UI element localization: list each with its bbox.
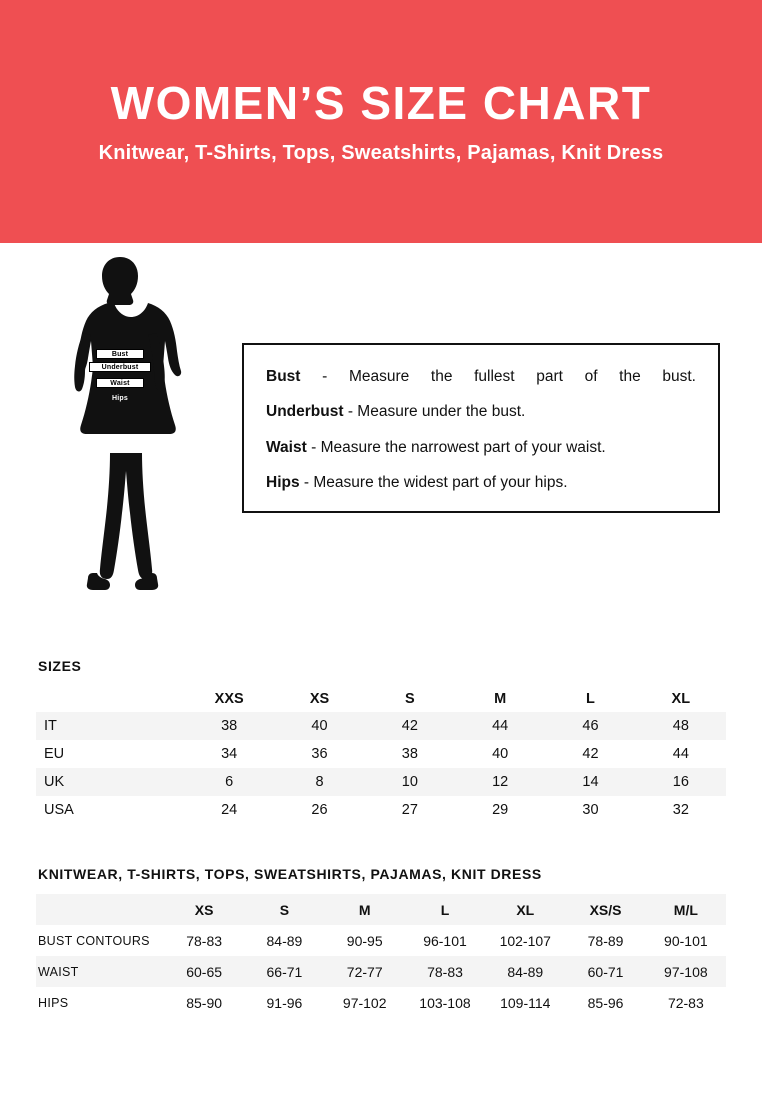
- meas-col-header-1: XS: [194, 901, 214, 918]
- definition-bust: [266, 367, 696, 386]
- definition-text-waist: Measure the narrowest part of your waist.: [320, 438, 606, 456]
- definition-dash-bust: -: [322, 368, 328, 385]
- meas-cell-bust-m: 90-95: [346, 932, 383, 949]
- definition-waist: [266, 438, 696, 457]
- meas-cell-hips-xl: 109-114: [500, 994, 551, 1011]
- meas-cell-hips-xs-s: 85-96: [587, 994, 624, 1011]
- woman-figure-illustration: [34, 255, 224, 635]
- measurements-table: [36, 894, 726, 1018]
- definition-term-hips: Hips: [266, 474, 300, 492]
- meas-row-label-bust-contours: BUST CONTOURS: [38, 933, 150, 948]
- meas-col-header-0: [36, 894, 164, 925]
- sizes-cell-uk-xl: 16: [636, 768, 726, 796]
- sizes-cell-usa-xs: 26: [311, 802, 328, 818]
- sizes-cell-it-xs: 40: [274, 712, 364, 740]
- meas-cell-waist-s: 66-71: [244, 956, 324, 987]
- definition-text-underbust: Measure under the bust.: [357, 403, 526, 421]
- sizes-row-label-uk: UK: [36, 768, 184, 796]
- sizes-table: [36, 686, 726, 824]
- measurements-table-body: [36, 925, 726, 1018]
- meas-cell-waist-l: 78-83: [405, 956, 485, 987]
- sizes-section: [36, 658, 726, 824]
- meas-cell-bust-m-l: 90-101: [664, 932, 708, 949]
- sizes-cell-it-xl: 48: [636, 712, 726, 740]
- sizes-cell-eu-m: 40: [492, 746, 509, 762]
- woman-silhouette-icon: [34, 255, 224, 635]
- meas-cell-bust-l: 96-101: [423, 932, 467, 949]
- table-row: [36, 956, 726, 987]
- table-header-row: [36, 686, 726, 712]
- sizes-cell-it-m: 44: [455, 712, 545, 740]
- sizes-cell-eu-xl: 44: [672, 746, 689, 762]
- meas-cell-waist-m: 72-77: [325, 956, 405, 987]
- meas-col-header-3: M: [358, 901, 371, 918]
- table-row: [36, 796, 726, 824]
- sizes-col-header-3: S: [404, 691, 415, 707]
- sizes-row-label-it: IT: [36, 712, 184, 740]
- sizes-col-header-5: L: [586, 691, 595, 707]
- table-header-row: [36, 894, 726, 925]
- meas-cell-bust-xs: 78-83: [186, 932, 223, 949]
- meas-cell-bust-xl: 102-107: [499, 932, 551, 949]
- measurements-table-head: [36, 894, 726, 925]
- figure-label-hips: Hips: [112, 395, 128, 402]
- sizes-row-label-usa: USA: [44, 802, 74, 818]
- meas-cell-waist-m-l: 97-108: [646, 956, 726, 987]
- meas-cell-hips-l: 103-108: [419, 994, 471, 1011]
- definition-term-bust: Bust: [266, 368, 301, 385]
- sizes-cell-usa-xxs: 24: [221, 802, 238, 818]
- meas-cell-waist-xs-s: 60-71: [565, 956, 645, 987]
- meas-col-header-4: L: [440, 901, 450, 918]
- meas-cell-hips-m-l: 72-83: [667, 994, 704, 1011]
- definition-term-waist: Waist: [266, 438, 307, 456]
- sizes-cell-eu-xxs: 34: [221, 746, 238, 762]
- table-row: [36, 768, 726, 796]
- meas-cell-waist-xs: 60-65: [164, 956, 244, 987]
- meas-col-header-6: XS/S: [589, 901, 622, 918]
- definitions-box: [242, 343, 720, 513]
- measurements-heading: KNITWEAR, T-SHIRTS, TOPS, SWEATSHIRTS, PAJAMAS, KNIT DRESS: [38, 866, 542, 882]
- sizes-cell-eu-l: 42: [582, 746, 599, 762]
- sizes-table-head: [36, 686, 726, 712]
- sizes-col-header-6: XL: [671, 691, 691, 707]
- sizes-cell-usa-s: 27: [401, 802, 418, 818]
- meas-col-header-2: S: [279, 901, 290, 918]
- sizes-col-header-2: XS: [309, 691, 330, 707]
- sizes-cell-usa-xl: 32: [672, 802, 689, 818]
- sizes-cell-it-s: 42: [365, 712, 455, 740]
- definition-dash-underbust: -: [347, 403, 353, 421]
- meas-row-label-waist: WAIST: [36, 956, 164, 987]
- sizes-cell-usa-l: 30: [582, 802, 599, 818]
- sizes-cell-eu-s: 38: [401, 746, 418, 762]
- definition-hips: [266, 473, 696, 492]
- table-row: [36, 740, 726, 768]
- meas-col-header-7: M/L: [673, 901, 698, 918]
- definition-text-bust: Measure the fullest part of the bust.: [348, 368, 696, 385]
- sizes-col-header-4: M: [494, 691, 507, 707]
- sizes-cell-uk-m: 12: [455, 768, 545, 796]
- sizes-cell-it-xxs: 38: [184, 712, 274, 740]
- meas-cell-hips-xs: 85-90: [186, 994, 223, 1011]
- table-row: [36, 712, 726, 740]
- table-row: [36, 925, 726, 956]
- sizes-cell-usa-m: 29: [492, 802, 509, 818]
- measurements-section: [36, 866, 726, 1018]
- figure-label-underbust: Underbust: [89, 362, 151, 372]
- page-header: [0, 0, 762, 243]
- sizes-table-body: [36, 712, 726, 824]
- definition-underbust: [266, 402, 696, 421]
- meas-col-header-5: XL: [516, 901, 535, 918]
- meas-cell-bust-xs-s: 78-89: [587, 932, 624, 949]
- table-row: [36, 987, 726, 1018]
- definition-term-underbust: Underbust: [266, 403, 344, 421]
- meas-row-label-hips: HIPS: [38, 995, 69, 1010]
- meas-cell-hips-m: 97-102: [342, 994, 387, 1011]
- sizes-cell-uk-xs: 8: [274, 768, 364, 796]
- figure-label-waist: Waist: [96, 378, 144, 388]
- sizes-cell-uk-xxs: 6: [184, 768, 274, 796]
- sizes-col-header-1: XXS: [214, 691, 244, 707]
- page-title: WOMEN’S SIZE CHART: [110, 76, 652, 129]
- sizes-row-label-eu: EU: [44, 746, 65, 762]
- meas-cell-hips-s: 91-96: [266, 994, 303, 1011]
- sizes-cell-it-l: 46: [545, 712, 635, 740]
- measurement-guide-section: [0, 243, 762, 643]
- meas-cell-bust-s: 84-89: [266, 932, 303, 949]
- sizes-heading: SIZES: [38, 658, 82, 674]
- page-subtitle: Knitwear, T-Shirts, Tops, Sweatshirts, Pajamas, Knit Dress: [98, 142, 664, 165]
- definition-dash-waist: -: [311, 438, 317, 456]
- definition-dash-hips: -: [303, 474, 310, 492]
- sizes-cell-uk-s: 10: [365, 768, 455, 796]
- meas-cell-waist-xl: 84-89: [485, 956, 565, 987]
- sizes-cell-eu-xs: 36: [311, 746, 328, 762]
- figure-label-bust: Bust: [96, 349, 144, 359]
- sizes-cell-uk-l: 14: [545, 768, 635, 796]
- definition-text-hips: Measure the widest part of your hips.: [313, 474, 568, 492]
- sizes-col-header-0: [36, 686, 184, 712]
